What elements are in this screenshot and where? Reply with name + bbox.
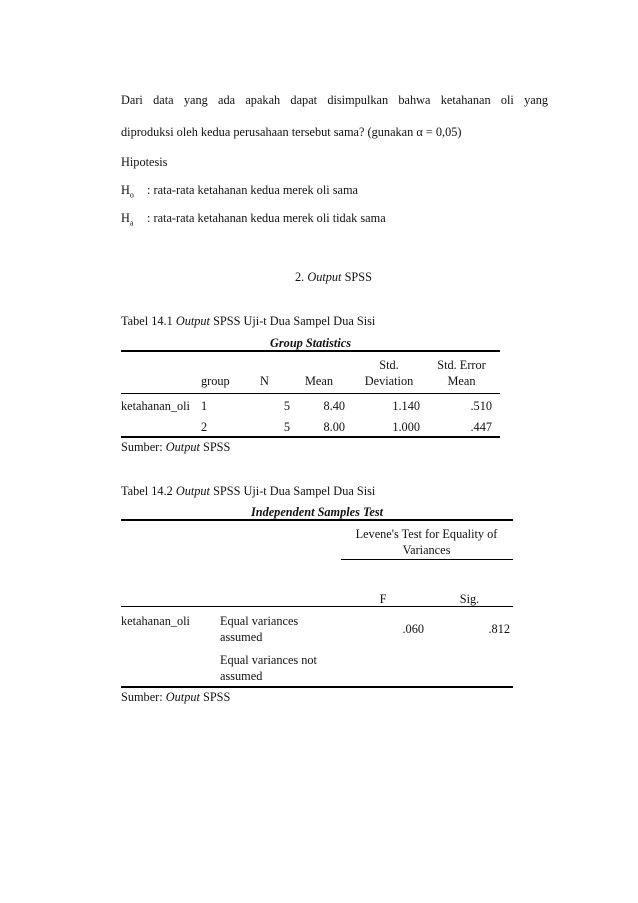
table1-header-group: group: [201, 374, 230, 388]
table2-header-sig: Sig.: [459, 592, 480, 606]
h0-symbol: $H_o$: [121, 183, 134, 200]
table1-row1-stddev: 1.140: [392, 399, 420, 413]
table1-row1-n: 5: [283, 399, 290, 413]
table2-header-rule: [121, 606, 513, 607]
table2-row2-label-2: assumed: [220, 669, 263, 683]
hypothesis-heading: Hipotesis: [121, 155, 168, 169]
table2-sig-value: .812: [488, 622, 510, 636]
table1-header-stderr-1: Std. Error: [437, 358, 486, 372]
table1-row2-n: 5: [283, 420, 290, 434]
table2-top-rule: [121, 519, 513, 521]
table1-row2-stderr: .447: [470, 420, 492, 434]
ha-symbol: $H_a$: [121, 211, 134, 228]
table1-bottom-rule: [121, 436, 500, 438]
table2-row1-label-2: assumed: [220, 630, 263, 644]
table2-bottom-rule: [121, 686, 513, 688]
table2-source: Sumber: Output SPSS: [121, 690, 231, 704]
table1-row2-stddev: 1.000: [392, 420, 420, 434]
table1-row2-group: 2: [201, 420, 208, 434]
table1-caption: Tabel 14.1 Output SPSS Uji-t Dua Sampel Dua Sisi: [121, 314, 376, 328]
table1-header-stderr-2: Mean: [447, 374, 476, 388]
table2-levene-rule: [341, 559, 513, 560]
table2-row1-label-1: Equal variances: [220, 614, 299, 628]
section-heading: 2. Output SPSS: [295, 270, 372, 284]
table1-source: Sumber: Output SPSS: [121, 440, 231, 454]
table1-row1-group: 1: [201, 399, 208, 413]
table2-levene-line-1: Levene's Test for Equality of: [355, 527, 498, 541]
table1-row2-mean: 8.00: [323, 420, 345, 434]
table2-caption: Tabel 14.2 Output SPSS Uji-t Dua Sampel Dua Sisi: [121, 484, 376, 498]
table1-row1-mean: 8.40: [323, 399, 345, 413]
table1-header-mean: Mean: [305, 374, 333, 388]
table1-row1-stderr: .510: [470, 399, 492, 413]
ha-text: : rata-rata ketahanan kedua merek oli tidak sama: [147, 211, 386, 225]
table2-f-value: .060: [402, 622, 424, 636]
table1-row1-variable: ketahanan_oli: [121, 399, 190, 413]
table2-levene-line-2: Variances: [402, 543, 451, 557]
table1-title: Group Statistics: [270, 336, 351, 350]
h0-text: : rata-rata ketahanan kedua merek oli sama: [147, 183, 358, 197]
table2-variable: ketahanan_oli: [121, 614, 190, 628]
table2-row2-label-1: Equal variances not: [220, 653, 317, 667]
table1-header-n: N: [260, 374, 269, 388]
table1-header-rule: [121, 393, 500, 394]
table1-top-rule: [121, 350, 500, 352]
table1-header-stddev-1: Std.: [379, 358, 399, 372]
table2-title: Independent Samples Test: [250, 505, 384, 519]
paragraph-line-2: diproduksi oleh kedua perusahaan tersebut sama? (gunakan α = 0,05): [121, 125, 462, 139]
paragraph-line-1: Dari data yang ada apakah dapat disimpulkan bahwa ketahanan oli yang: [121, 93, 548, 107]
table2-header-f: F: [379, 592, 387, 606]
table1-header-stddev-2: Deviation: [364, 374, 414, 388]
